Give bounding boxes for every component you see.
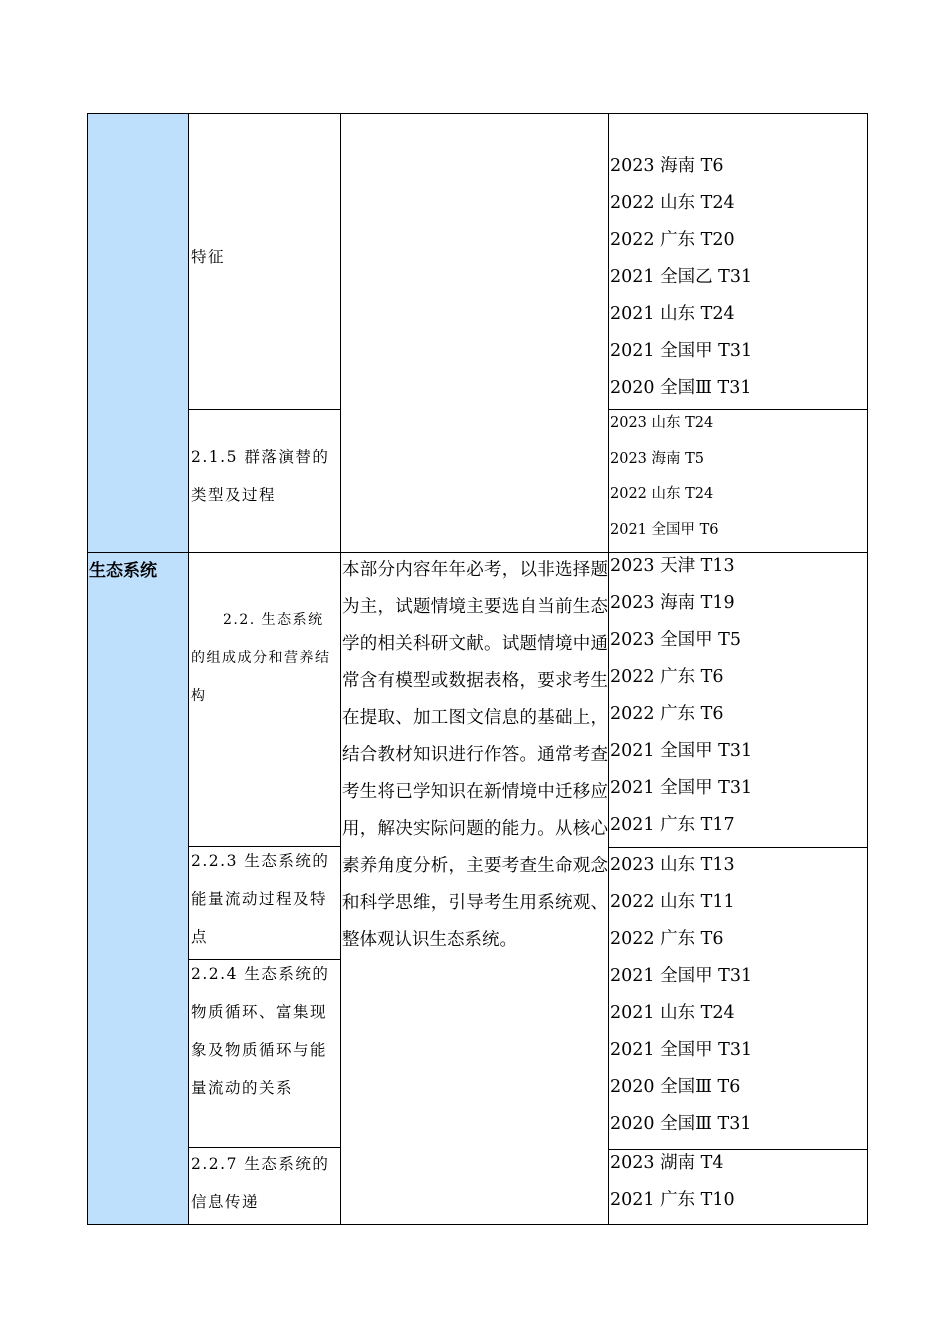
exam-reference: 2021 全国甲 T31 — [610, 966, 753, 986]
knowledge-point: 2.2.4 生态系统的物质循环、富集现象及物质循环与能量流动的关系 — [191, 965, 330, 1097]
exam-reference: 2021 广东 T17 — [610, 815, 735, 835]
exam-reference-list — [610, 847, 865, 1143]
table-border-right — [867, 113, 868, 1225]
knowledge-point: 2.2. 生态系统的组成成分和营养结构 — [191, 612, 331, 704]
exam-reference: 2022 广东 T6 — [610, 667, 724, 687]
exam-reference: 2021 全国甲 T31 — [610, 341, 753, 361]
table-border-top — [87, 113, 868, 114]
exam-reference-list — [610, 548, 865, 844]
row-divider — [188, 409, 340, 410]
exam-reference: 2022 广东 T6 — [610, 929, 724, 949]
exam-reference: 2022 山东 T24 — [610, 193, 735, 213]
knowledge-point: 特征 — [191, 248, 226, 266]
exam-reference: 2021 全国甲 T6 — [610, 521, 719, 538]
exam-reference: 2021 全国甲 T31 — [610, 778, 753, 798]
exam-reference: 2020 全国Ⅲ T31 — [610, 1114, 752, 1134]
exam-reference: 2022 广东 T20 — [610, 230, 735, 250]
exam-reference: 2023 海南 T5 — [610, 450, 705, 467]
exam-reference: 2023 海南 T6 — [610, 156, 724, 176]
exam-reference-list — [610, 1145, 865, 1219]
column-divider — [188, 113, 189, 1225]
table-border-left — [87, 113, 88, 1225]
exam-reference-list — [610, 406, 865, 548]
exam-reference: 2021 广东 T10 — [610, 1190, 735, 1210]
exam-reference: 2023 海南 T19 — [610, 593, 735, 613]
exam-reference: 2022 广东 T6 — [610, 704, 724, 724]
knowledge-point: 2.1.5 群落演替的类型及过程 — [191, 448, 330, 504]
column-divider — [340, 113, 341, 1225]
section-description: 本部分内容年年必考，以非选择题为主，试题情境主要选自当前生态学的相关科研文献。试题情境中通常含有模型或数据表格，要求考生在提取、加工图文信息的基础上，结合教材知识进行作答。通常考查考生将已学知识在新情境中迁移应用，解决实际问题的能力。从核心素养角度分析，主要考查生命观念和科学思维，引导考生用系统观、整体观认识生态系统。 — [342, 560, 608, 950]
exam-reference: 2021 全国乙 T31 — [610, 267, 753, 287]
exam-reference: 2020 全国Ⅲ T31 — [610, 378, 752, 398]
exam-reference: 2022 山东 T24 — [610, 486, 714, 502]
column-divider — [608, 113, 609, 1225]
exam-reference: 2021 山东 T24 — [610, 304, 735, 324]
exam-reference: 2023 全国甲 T5 — [610, 630, 741, 650]
exam-reference: 2021 全国甲 T31 — [610, 1040, 753, 1060]
exam-reference: 2023 天津 T13 — [610, 556, 735, 576]
topic-column-background — [88, 114, 188, 1225]
exam-reference-list — [610, 148, 865, 407]
topic-label: 生态系统 — [89, 561, 157, 581]
exam-reference: 2022 山东 T11 — [610, 892, 735, 912]
table-border-bottom — [87, 1224, 868, 1225]
knowledge-point: 2.2.7 生态系统的信息传递 — [191, 1155, 330, 1211]
knowledge-point: 2.2.3 生态系统的能量流动过程及特点 — [191, 852, 330, 946]
exam-reference: 2023 湖南 T4 — [610, 1153, 724, 1173]
exam-reference: 2021 山东 T24 — [610, 1003, 735, 1023]
exam-reference: 2023 山东 T24 — [610, 415, 714, 431]
exam-reference: 2021 全国甲 T31 — [610, 741, 753, 761]
exam-reference: 2023 山东 T13 — [610, 855, 735, 875]
exam-reference: 2020 全国Ⅲ T6 — [610, 1077, 741, 1097]
